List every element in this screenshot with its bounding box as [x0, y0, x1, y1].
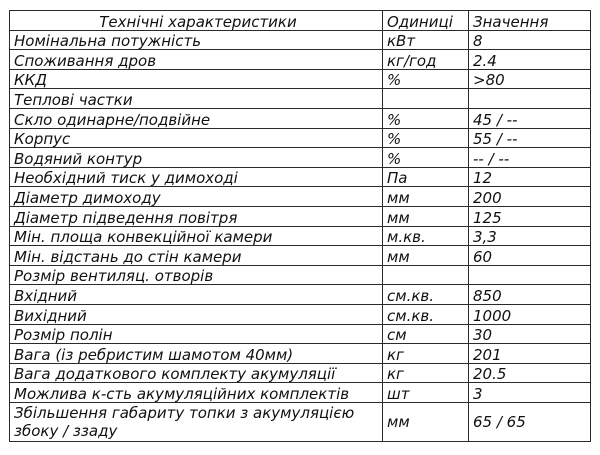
- spec-unit-cell: см.кв.: [383, 285, 469, 305]
- spec-name-cell: Номінальна потужність: [10, 30, 383, 50]
- table-row: [10, 246, 591, 266]
- header-row: [10, 11, 591, 31]
- spec-unit-cell: м.кв.: [383, 226, 469, 246]
- spec-name-cell: Розмір вентиляц. отворів: [10, 265, 383, 285]
- table-row: [10, 226, 591, 246]
- spec-name-cell: Діаметр димоходу: [10, 187, 383, 207]
- spec-value-cell: 3: [469, 383, 591, 403]
- spec-unit-cell: %: [383, 128, 469, 148]
- spec-name-cell: Збільшення габариту топки з акумуляцією збоку / ззаду: [10, 402, 383, 441]
- table-row: [10, 187, 591, 207]
- spec-name-cell: Корпус: [10, 128, 383, 148]
- spec-value-cell: 60: [469, 246, 591, 266]
- header-characteristics: Технічні характеристики: [10, 11, 383, 31]
- spec-unit-cell: [383, 265, 469, 285]
- spec-value-cell: 125: [469, 206, 591, 226]
- table-row: [10, 285, 591, 305]
- spec-value-cell: 850: [469, 285, 591, 305]
- spec-unit-cell: %: [383, 69, 469, 89]
- spec-value-cell: 201: [469, 344, 591, 364]
- spec-name-cell: Розмір полін: [10, 324, 383, 344]
- spec-unit-cell: %: [383, 148, 469, 168]
- table-row: [10, 363, 591, 383]
- spec-value-cell: -- / --: [469, 148, 591, 168]
- spec-value-cell: >80: [469, 69, 591, 89]
- spec-unit-cell: кг: [383, 344, 469, 364]
- table-row: [10, 304, 591, 324]
- spec-value-cell: [469, 265, 591, 285]
- spec-value-cell: 20.5: [469, 363, 591, 383]
- spec-name-cell: ККД: [10, 69, 383, 89]
- spec-unit-cell: кг: [383, 363, 469, 383]
- spec-unit-cell: кВт: [383, 30, 469, 50]
- spec-value-cell: 8: [469, 30, 591, 50]
- spec-name-cell: Вхідний: [10, 285, 383, 305]
- spec-name-cell: Скло одинарне/подвійне: [10, 108, 383, 128]
- spec-value-cell: 3,3: [469, 226, 591, 246]
- table-row: [10, 344, 591, 364]
- spec-unit-cell: [383, 89, 469, 109]
- table-row: [10, 383, 591, 403]
- spec-name-cell: Мін. площа конвекційної камери: [10, 226, 383, 246]
- spec-value-cell: 55 / --: [469, 128, 591, 148]
- spec-value-cell: 1000: [469, 304, 591, 324]
- table-row: [10, 89, 591, 109]
- spec-name-cell: Діаметр підведення повітря: [10, 206, 383, 226]
- table-row: [10, 324, 591, 344]
- spec-name-cell: Споживання дров: [10, 50, 383, 70]
- spec-name-cell: Можлива к-сть акумуляційних комплектів: [10, 383, 383, 403]
- spec-unit-cell: шт: [383, 383, 469, 403]
- spec-unit-cell: см.кв.: [383, 304, 469, 324]
- spec-unit-cell: мм: [383, 246, 469, 266]
- table-row: [10, 128, 591, 148]
- table-row: [10, 167, 591, 187]
- specifications-table: [9, 10, 591, 442]
- spec-unit-cell: мм: [383, 206, 469, 226]
- spec-unit-cell: мм: [383, 187, 469, 207]
- spec-value-cell: 45 / --: [469, 108, 591, 128]
- spec-value-cell: 65 / 65: [469, 402, 591, 441]
- table-row: [10, 50, 591, 70]
- table-row: [10, 148, 591, 168]
- table-row: [10, 69, 591, 89]
- spec-unit-cell: Па: [383, 167, 469, 187]
- spec-value-cell: 12: [469, 167, 591, 187]
- spec-unit-cell: %: [383, 108, 469, 128]
- header-values: Значення: [469, 11, 591, 31]
- spec-value-cell: [469, 89, 591, 109]
- header-units: Одиниці: [383, 11, 469, 31]
- table-row: [10, 265, 591, 285]
- spec-name-cell: Мін. відстань до стін камери: [10, 246, 383, 266]
- table-row: [10, 30, 591, 50]
- spec-unit-cell: мм: [383, 402, 469, 441]
- spec-name-cell: Вага (із ребристим шамотом 40мм): [10, 344, 383, 364]
- table-row: [10, 206, 591, 226]
- spec-unit-cell: см: [383, 324, 469, 344]
- spec-name-cell: Вихідний: [10, 304, 383, 324]
- spec-name-cell: Вага додаткового комплекту акумуляції: [10, 363, 383, 383]
- spec-unit-cell: кг/год: [383, 50, 469, 70]
- spec-name-cell: Водяний контур: [10, 148, 383, 168]
- spec-name-cell: Теплові частки: [10, 89, 383, 109]
- spec-name-cell: Необхідний тиск у димоході: [10, 167, 383, 187]
- spec-value-cell: 30: [469, 324, 591, 344]
- spec-value-cell: 200: [469, 187, 591, 207]
- table-row: [10, 402, 591, 441]
- spec-value-cell: 2.4: [469, 50, 591, 70]
- table-row: [10, 108, 591, 128]
